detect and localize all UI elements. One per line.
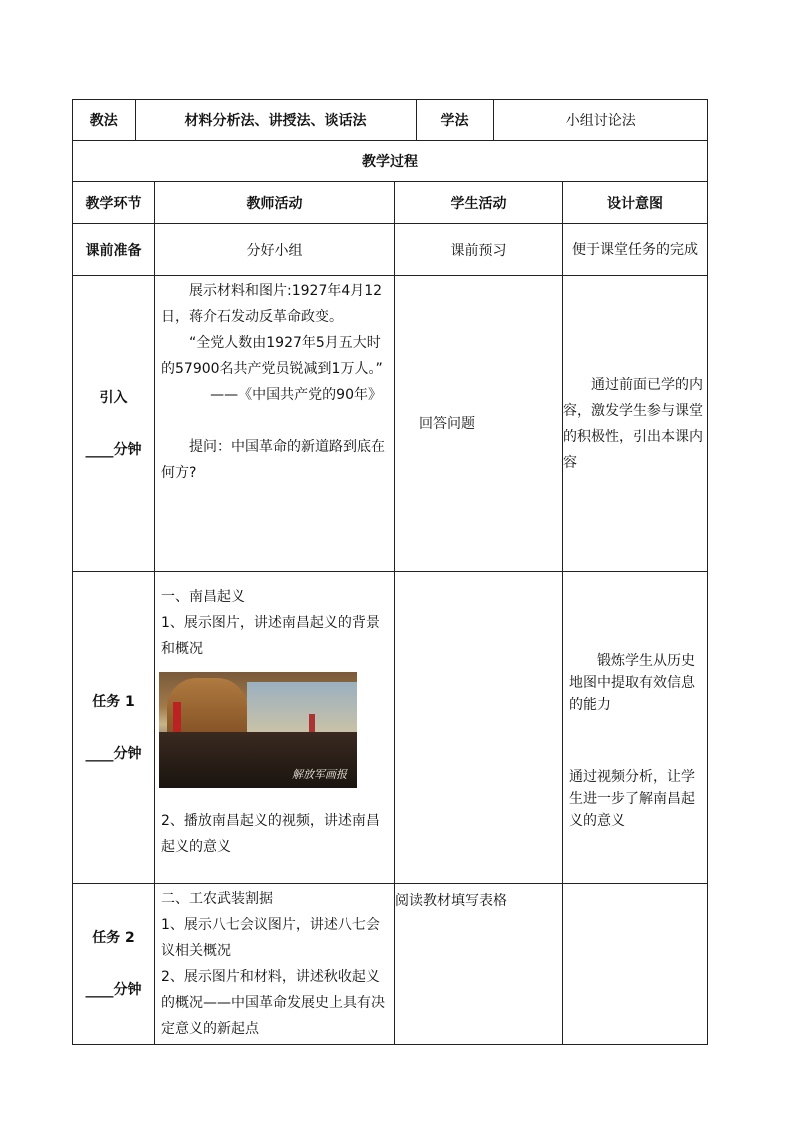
col-stage-header: 教学环节 [73,182,155,224]
task2-design [563,884,708,1045]
col-student-header: 学生活动 [395,182,563,224]
lesson-plan-table [72,99,708,1045]
method-row [73,100,708,141]
col-design-header: 设计意图 [563,182,708,224]
prep-stage: 课前准备 [73,224,155,276]
task1-teacher-heading: 一、南昌起义 [161,589,245,605]
task2-minutes: ____分钟 [85,982,142,998]
task2-teacher-heading: 二、工农武装割据 [161,891,273,907]
table-row [73,276,708,572]
intro-teacher [155,276,395,572]
nanchang-uprising-painting [159,672,357,788]
task2-teacher-p1: 1、展示八七会议图片，讲述八七会议相关概况 [161,917,380,959]
intro-student: 回答问题 [395,276,563,572]
process-title-row [73,141,708,182]
intro-teacher-quote: “全党人数由1927年5月五大时的57900名共产党员锐减到1万人。” [161,335,383,377]
task2-stage [73,884,155,1045]
task2-teacher [155,884,395,1045]
task2-student: 阅读教材填写表格 [395,884,563,1045]
prep-design: 便于课堂任务的完成 [563,224,708,276]
intro-minutes: ____分钟 [85,441,142,458]
task1-stage-label: 任务 1 [92,693,135,710]
task1-design-p2: 通过视频分析，让学生进一步了解南昌起义的意义 [569,769,695,829]
method-value: 材料分析法、讲授法、谈话法 [135,100,416,140]
task2-teacher-p2: 2、展示图片和材料，讲述秋收起义的概况——中国革命发展史上具有决定意义的新起点 [161,969,385,1037]
study-value: 小组讨论法 [565,113,636,129]
task1-teacher-p2: 2、播放南昌起义的视频，讲述南昌起义的意义 [161,813,380,855]
intro-design: 通过前面已学的内容，激发学生参与课堂的积极性，引出本课内容 [563,276,708,572]
painting-signature: 解放军画报 [292,768,347,781]
task1-design-p1: 锻炼学生从历史地图中提取有效信息的能力 [569,653,695,713]
table-row [73,884,708,1045]
task1-teacher [155,572,395,884]
intro-teacher-p1: 展示材料和图片:1927年4月12日，蒋介石发动反革命政变。 [161,283,383,325]
intro-stage-label: 引入 [99,389,128,406]
task1-stage [73,572,155,884]
intro-stage [73,276,155,572]
task1-design [563,572,708,884]
col-teacher-header: 教师活动 [155,182,395,224]
task1-student [395,572,563,884]
method-label: 教法 [73,100,135,140]
table-row [73,224,708,276]
process-title: 教学过程 [73,141,708,182]
intro-teacher-source: ——《中国共产党的90年》 [210,387,382,403]
task2-stage-label: 任务 2 [92,930,135,946]
prep-student: 课前预习 [395,224,563,276]
column-header-row [73,182,708,224]
prep-teacher: 分好小组 [155,224,395,276]
task1-minutes: ____分钟 [85,745,142,762]
table-row [73,572,708,884]
study-label: 学法 [416,100,493,140]
intro-teacher-question: 提问：中国革命的新道路到底在何方? [161,439,385,481]
task1-teacher-p1: 1、展示图片，讲述南昌起义的背景和概况 [161,615,380,657]
